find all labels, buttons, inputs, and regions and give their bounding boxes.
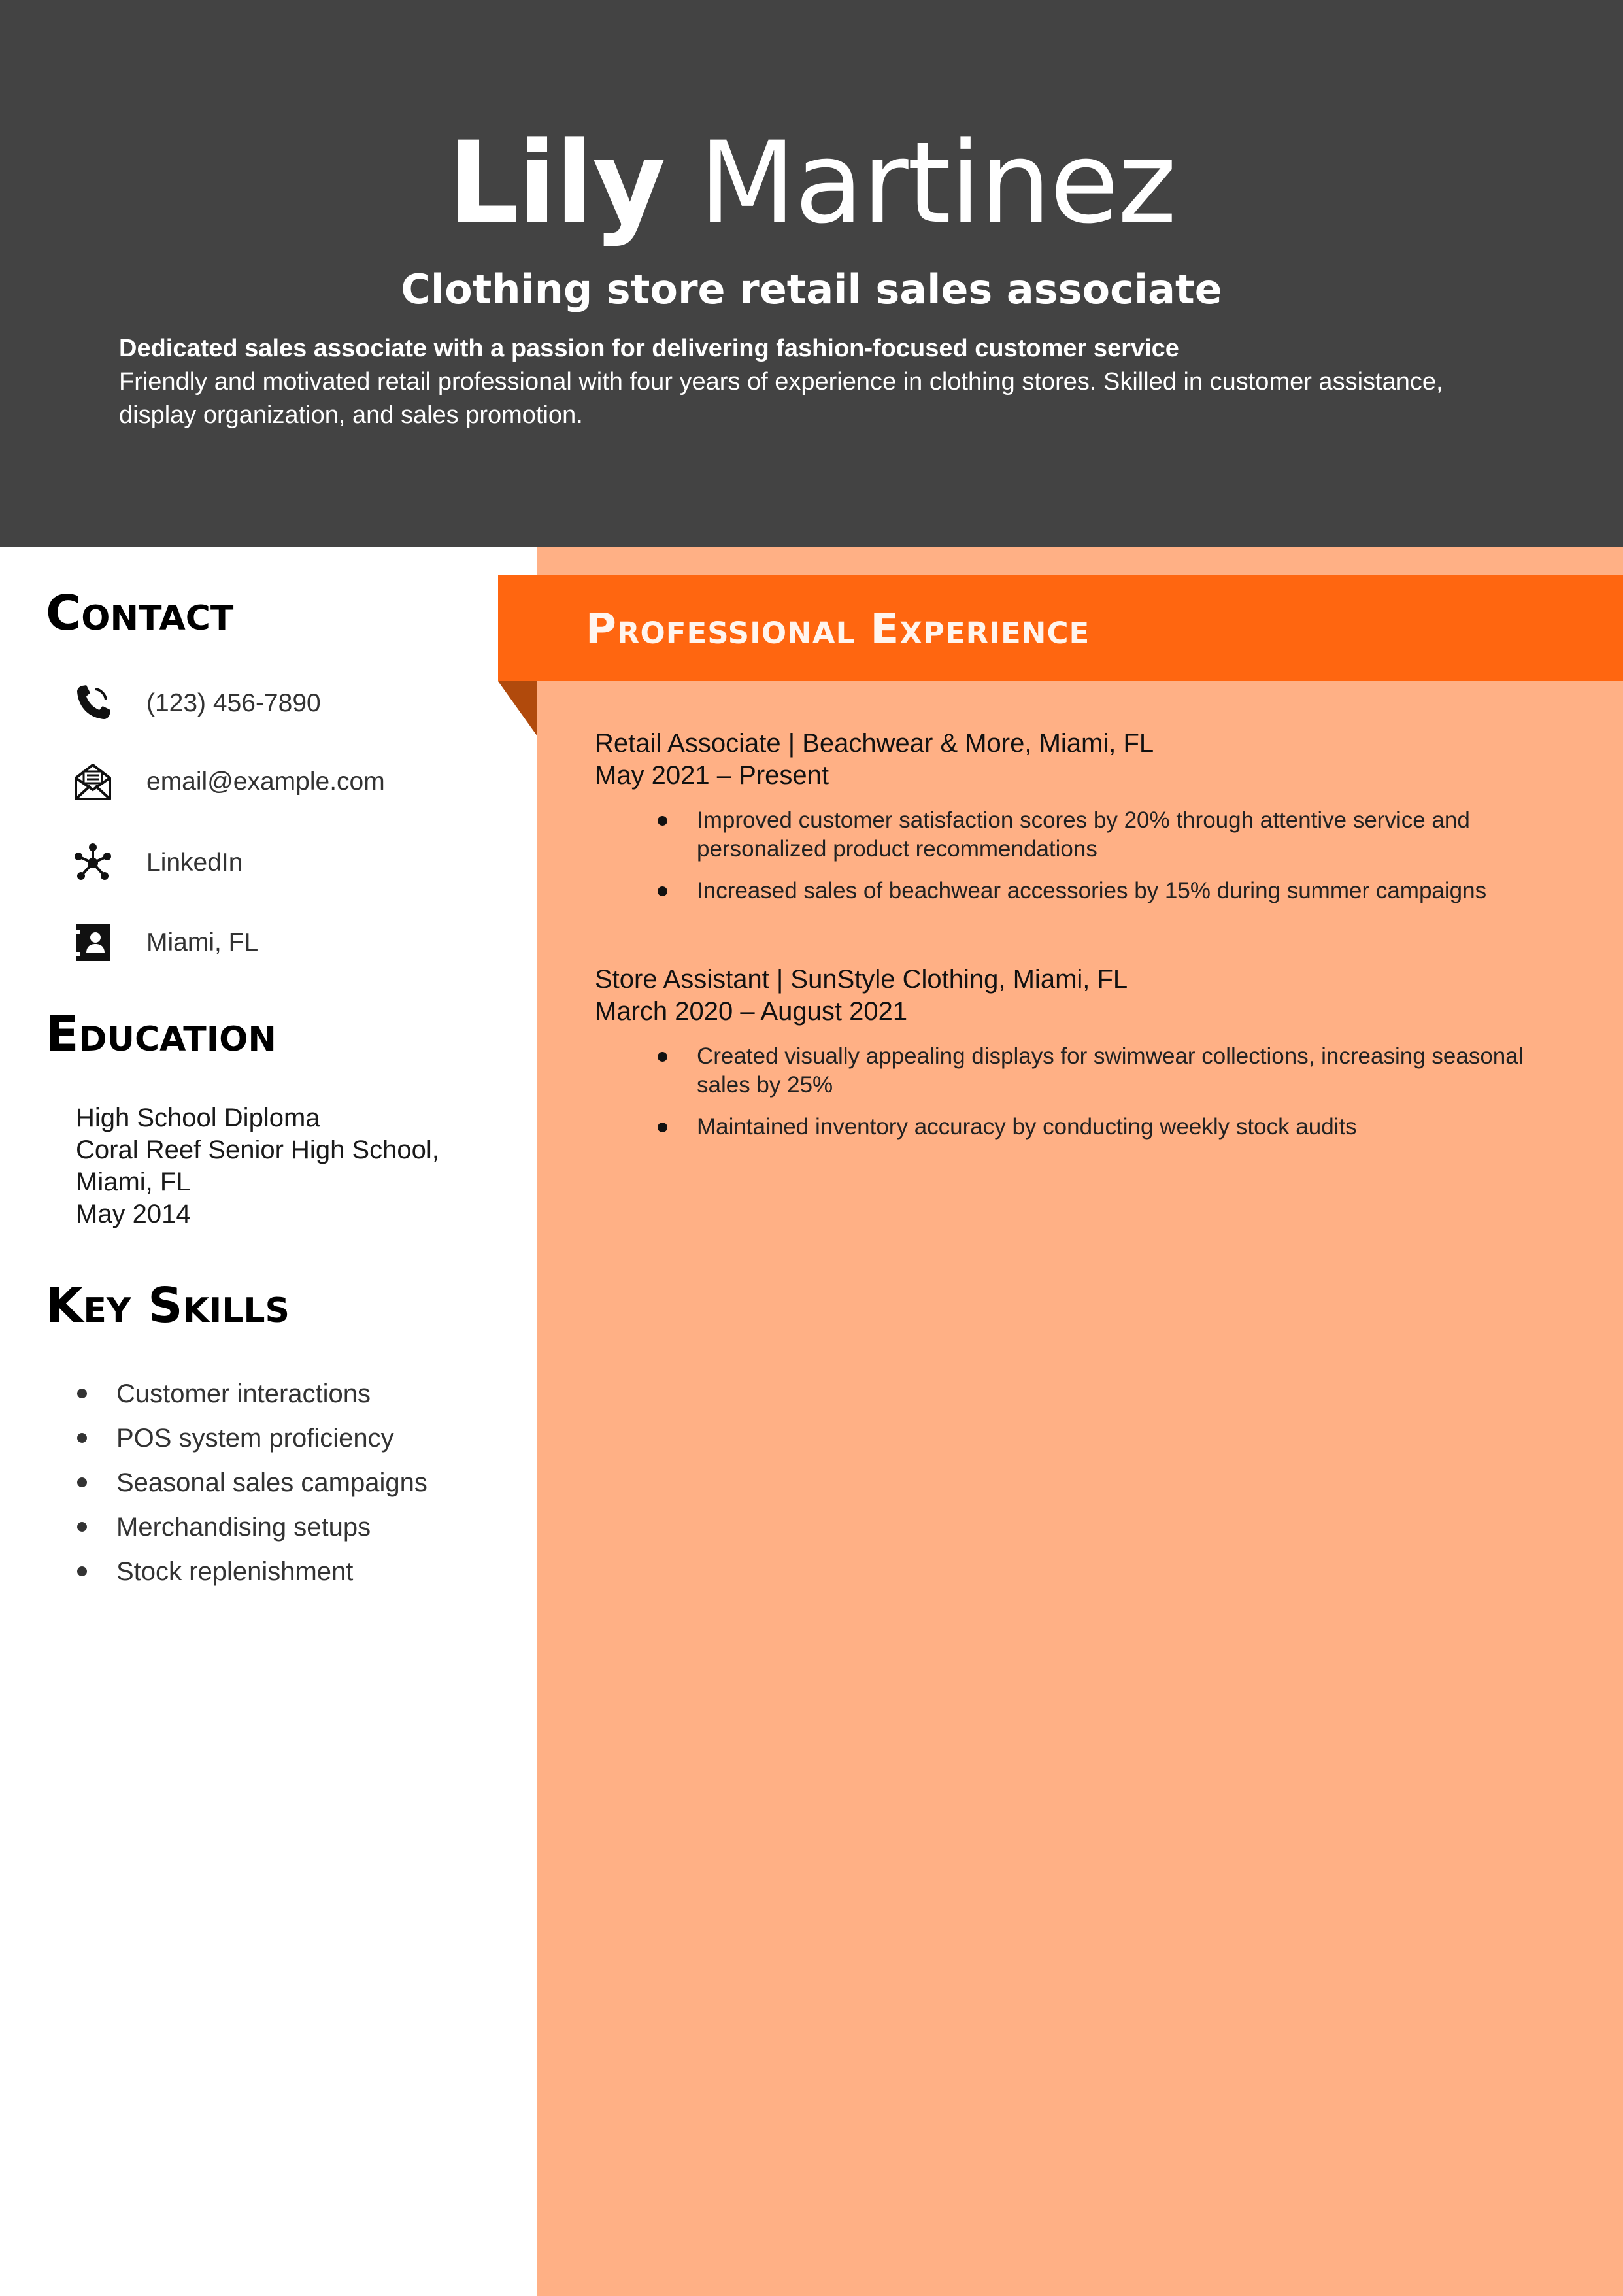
envelope-icon [72,761,114,803]
list-item: Customer interactions [76,1372,427,1416]
list-item: Maintained inventory accuracy by conducting weekly stock audits [595,1113,1582,1141]
last-name: Martinez [699,117,1176,248]
phone-number: (123) 456-7890 [146,689,321,717]
location-text: Miami, FL [146,928,259,956]
contact-phone [72,683,503,728]
phone-icon [72,683,114,724]
job-dates: March 2020 – August 2021 [595,997,908,1026]
job-bullets [595,806,1582,905]
job-bullets [595,1042,1582,1141]
contact-email[interactable] [72,761,503,807]
email-address: email@example.com [146,768,385,796]
list-item: Increased sales of beachwear accessories by 15% during summer campaigns [595,877,1582,905]
job-title: Retail Associate | Beachwear & More, Miami, FL [595,729,1154,758]
contact-heading: Contact [46,585,234,641]
job-dates: May 2021 – Present [595,761,829,790]
job-entry [595,964,1582,1155]
education-entry [76,1102,507,1230]
list-item: Created visually appealing displays for swimwear collections, increasing seasonal sales by 25% [595,1042,1582,1100]
list-item: Seasonal sales campaigns [76,1460,427,1505]
banner-fold [498,681,537,736]
school-location: Miami, FL [76,1168,191,1196]
list-item: Improved customer satisfaction scores by 20% through attentive service and personalized product recommendations [595,806,1582,864]
first-name: Lily [447,117,665,248]
job-entry [595,728,1582,919]
job-title: Store Assistant | SunStyle Clothing, Miami, FL [595,965,1128,994]
profile-summary [119,332,1518,432]
linkedin-link: LinkedIn [146,849,243,877]
school-name: Coral Reef Senior High School, [76,1136,439,1164]
job-headline: Clothing store retail sales associate [401,265,1222,313]
list-item: POS system proficiency [76,1416,427,1460]
candidate-name [0,111,1623,255]
graduation-date: May 2014 [76,1200,191,1228]
header-section [0,0,1623,547]
experience-heading: Professional Experience [586,605,1090,654]
list-item: Stock replenishment [76,1549,427,1594]
degree: High School Diploma [76,1104,320,1132]
education-heading: Education [46,1006,276,1062]
network-icon [72,842,114,884]
list-item: Merchandising setups [76,1505,427,1549]
address-book-icon [72,922,114,964]
summary-title: Dedicated sales associate with a passion for delivering fashion-focused customer service [119,335,1179,362]
contact-location [72,922,503,968]
skills-heading: Key Skills [46,1277,290,1334]
skills-list [76,1372,427,1594]
contact-linkedin[interactable] [72,842,503,888]
summary-text: Friendly and motivated retail professional with four years of experience in clothing stores. Skilled in customer assistance, display organization, and sales promotion. [119,368,1443,429]
